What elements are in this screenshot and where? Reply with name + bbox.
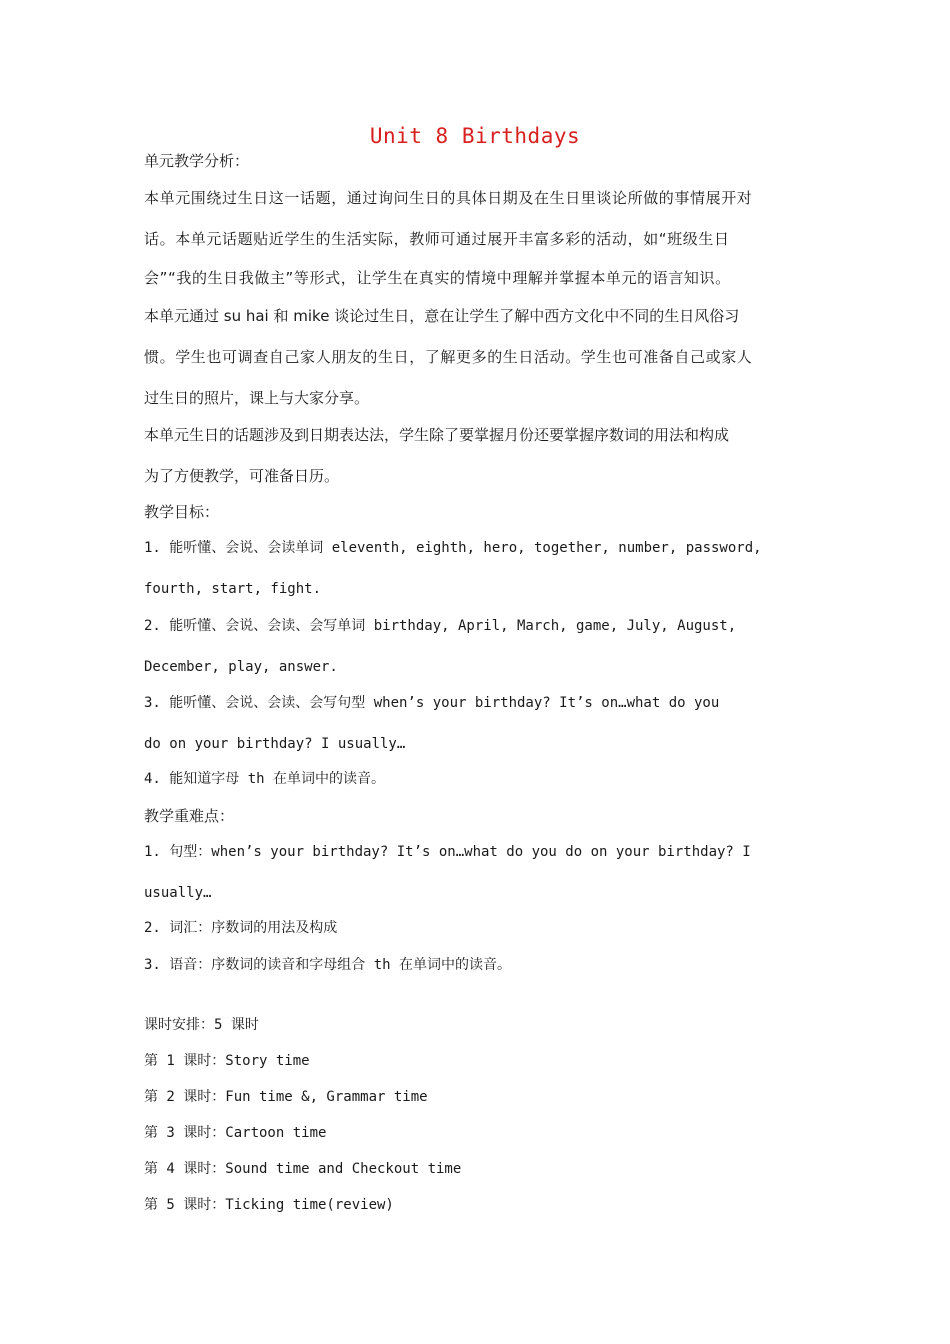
schedule-item: 第 4 课时：Sound time and Checkout time <box>144 1161 462 1177</box>
goal-item-line: December, play, answer. <box>144 659 338 675</box>
goal-item-line: fourth, start, fight. <box>144 581 322 597</box>
goal-item-line: 4. 能知道字母 th 在单词中的读音。 <box>144 771 386 787</box>
analysis-line: 本单元围绕过生日这一话题，通过询问生日的具体日期及在生日里谈论所做的事情展开对 <box>144 189 753 207</box>
schedule-item: 第 5 课时：Ticking time(review) <box>144 1197 394 1213</box>
analysis-line: 过生日的照片，课上与大家分享。 <box>144 389 370 407</box>
key-point-line: 2. 词汇：序数词的用法及构成 <box>144 920 338 936</box>
schedule-heading: 课时安排：5 课时 <box>144 1017 259 1033</box>
analysis-line: 话。本单元话题贴近学生的生活实际，教师可通过展开丰富多彩的活动，如“班级生日 <box>144 230 730 248</box>
analysis-line: 惯。学生也可调查自己家人朋友的生日，了解更多的生日活动。学生也可准备自己或家人 <box>144 348 753 366</box>
analysis-heading: 单元教学分析： <box>144 152 250 170</box>
document-title: Unit 8 Birthdays <box>369 124 581 148</box>
analysis-line: 本单元生日的话题涉及到日期表达法，学生除了要掌握月份还要掌握序数词的用法和构成 <box>144 426 730 444</box>
key-point-line: usually… <box>144 885 212 901</box>
key-point-line: 3. 语音：序数词的读音和字母组合 th 在单词中的读音。 <box>144 957 511 973</box>
key-point-line: 1. 句型：when’s your birthday? It’s on…what do you do on your birthday? I <box>144 844 751 860</box>
goal-item-line: 2. 能听懂、会说、会读、会写单词 birthday, April, March, game, July, August, <box>144 618 737 634</box>
schedule-item: 第 2 课时：Fun time &, Grammar time <box>144 1089 428 1105</box>
goals-heading: 教学目标： <box>144 503 220 521</box>
goal-item-line: 3. 能听懂、会说、会读、会写句型 when’s your birthday? It’s on…what do you <box>144 695 720 711</box>
analysis-line: 会”“我的生日我做主”等形式，让学生在真实的情境中理解并掌握本单元的语言知识。 <box>144 269 731 287</box>
key-points-heading: 教学重难点： <box>144 807 235 825</box>
goal-item-line: 1. 能听懂、会说、会读单词 eleventh, eighth, hero, together, number, password, <box>144 540 762 556</box>
analysis-line: 本单元通过 su hai 和 mike 谈论过生日，意在让学生了解中西方文化中不同的生日风俗习 <box>144 307 740 325</box>
analysis-line: 为了方便教学，可准备日历。 <box>144 467 340 485</box>
schedule-item: 第 1 课时：Story time <box>144 1053 310 1069</box>
schedule-item: 第 3 课时：Cartoon time <box>144 1125 327 1141</box>
goal-item-line: do on your birthday? I usually… <box>144 736 406 752</box>
